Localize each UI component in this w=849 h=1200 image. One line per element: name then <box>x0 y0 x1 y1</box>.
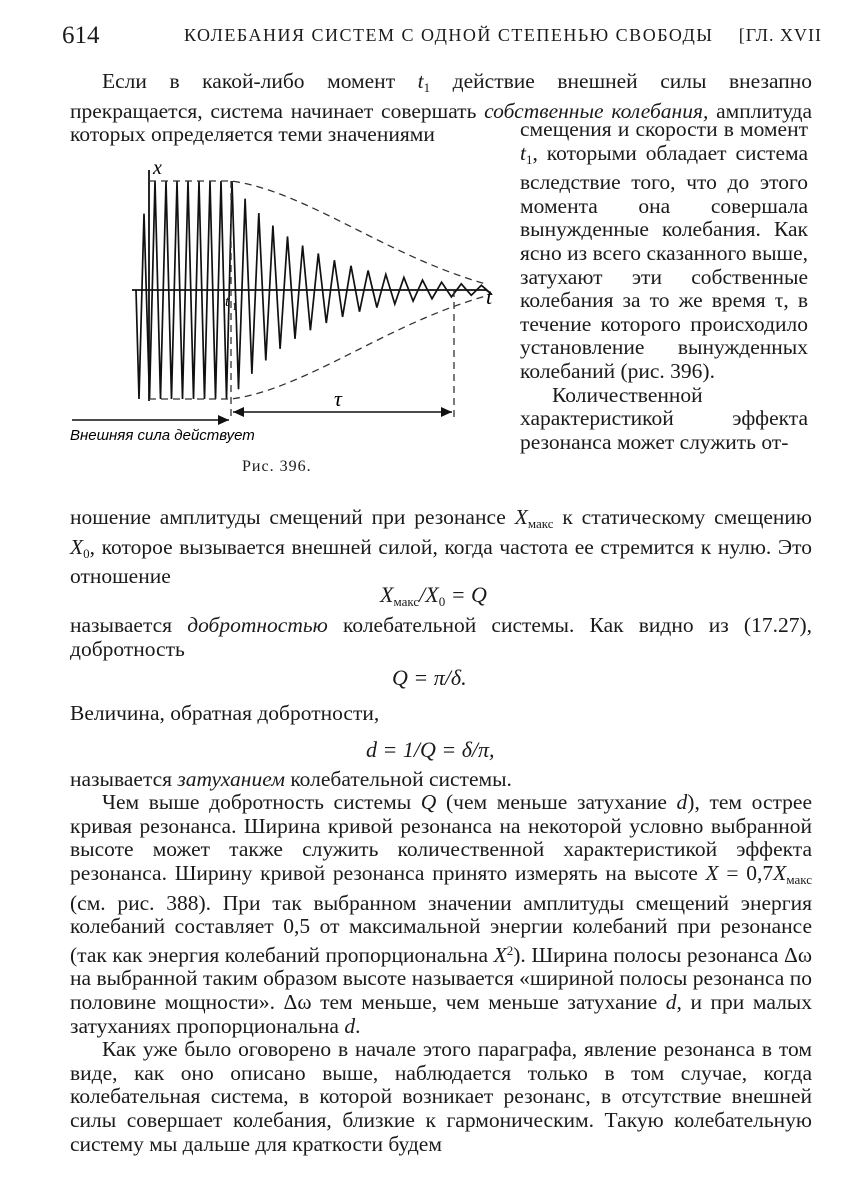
intro-emphasis: собственные колебания, <box>484 98 709 123</box>
right-text-b: , которыми обладает система вследствие того, что до этого момента она совершала вынужденные колебания. Как ясно из всего сказанного выше, затухают эти собственные колебания за то же время τ, в течение которого происходило установление вынужденных колебаний (рис. 396). <box>520 140 808 383</box>
f1-q: = Q <box>445 582 487 607</box>
xmax-subscript: макс <box>527 516 554 531</box>
p3-x2: X <box>493 942 507 967</box>
x-axis-label: x <box>153 157 162 179</box>
p3-d3: d <box>344 1013 356 1038</box>
page-header <box>62 22 822 54</box>
t1-subscript-2: 1 <box>525 151 533 167</box>
t1-label-sub: 1 <box>232 302 237 313</box>
t1-subscript: 1 <box>423 80 431 95</box>
after-f1-b: колебательной системы. Как видно из (17.27), добротность <box>70 613 812 661</box>
f1-x: X <box>380 582 394 607</box>
force-arrowhead <box>218 415 229 425</box>
tau-label: τ <box>334 386 342 411</box>
intro-text-c: амплитуда которых определяется теми значениями <box>70 98 812 147</box>
cont-text-c: , которое вызывается внешней силой, когда частота ее стремится к нулю. Это отношение <box>70 534 812 589</box>
x0-subscript: 0 <box>83 545 90 561</box>
f1-x-sub: макс <box>393 594 420 609</box>
after-formula1 <box>70 614 812 661</box>
force-label: Внешняя сила действует <box>70 427 255 444</box>
page-number: 614 <box>62 22 100 49</box>
lower-p2-a: называется <box>70 766 178 791</box>
t-axis-label: t <box>486 284 493 309</box>
p3-q: Q <box>420 790 437 815</box>
p3-c: ), тем острее кривая резонанса. Ширина кривой резонанса на некоторой условно выбранной высоте может также служить количественной характеристикой эффекта резонанса. Ширину кривой резонанса принято измерять на высоте <box>70 790 812 885</box>
x0-symbol: X <box>70 534 84 559</box>
lower-p4: Как уже было оговорено в начале этого параграфа, явление резонанса в том виде, как оно описано выше, наблюдается только в том случае, когда колебательная система, в которой возникает резонанс, в отсутствие внешней силы совершает колебания, близкие к гармоническим. Такую колебательную систему мы дальше для краткости будем <box>70 1037 812 1156</box>
p3-d2: d <box>665 989 677 1014</box>
right-paragraph-2: Количественной характеристикой эффекта резонанса может служить от- <box>520 382 808 454</box>
continuation-paragraph <box>70 506 812 589</box>
intro-text-a: Если в какой-либо момент <box>102 69 418 93</box>
lower-p1: Величина, обратная добротности, <box>70 701 380 725</box>
running-title: КОЛЕБАНИЯ СИСТЕМ С ОДНОЙ СТЕПЕНЬЮ СВОБОДЫ <box>184 25 714 45</box>
t1-label: t <box>225 294 230 310</box>
lower-text <box>70 702 812 1156</box>
right-text-a: смещения и скорости в момент <box>520 117 808 141</box>
figure-396 <box>66 156 506 456</box>
f1-x0: /X <box>419 582 439 607</box>
p3-x: X <box>705 860 719 885</box>
t1-symbol: t <box>417 69 424 93</box>
p3-x2-sup: 2 <box>506 942 514 958</box>
p3-d-text: (см. рис. 388). При так выбранном значении амплитуды смещений энергия колебаний составляет 0,5 от максимальной энергии колебаний при резонансе (так как энергия колебаний пропорциональна <box>70 890 812 967</box>
p3-g: . <box>355 1013 361 1038</box>
chapter-label: [ГЛ. XVII <box>738 25 822 45</box>
cont-text-b: к статическому смещению <box>553 505 812 529</box>
p3-e: ). Ширина полосы резонанса Δω на выбранной таким образом высоте называется «шириной полосы резонанса по половине мощности». Δω тем меньше, чем меньше затухание <box>70 942 812 1014</box>
p3-a: Чем выше добротность системы <box>102 790 421 815</box>
after-f1-em: добротностью <box>187 613 328 637</box>
f1-x0-sub: 0 <box>438 594 446 609</box>
xmax-symbol: X <box>514 505 528 529</box>
t1-symbol-2: t <box>520 140 526 165</box>
p3-xm-sub: макс <box>786 871 812 887</box>
oscillation-graph <box>66 156 506 456</box>
formula-quality-factor <box>380 582 487 610</box>
tau-arrowhead-right <box>441 407 452 417</box>
tau-arrowhead-left <box>233 407 244 417</box>
cont-text-a: ношение амплитуды смещений при резонансе <box>70 505 515 529</box>
formula-damping: d = 1/Q = δ/π, <box>366 737 495 762</box>
p3-eq: = 0,7 <box>718 860 774 885</box>
intro-text-b: действие внешней силы внезапно прекращается, система начинает совершать <box>70 69 812 123</box>
right-column <box>520 118 808 454</box>
lower-p2-em: затуханием <box>177 766 285 791</box>
figure-caption: Рис. 396. <box>242 458 312 475</box>
after-f1-a: называется <box>70 613 188 637</box>
formula-q-pi-delta: Q = π/δ. <box>392 665 467 690</box>
p3-xm: X <box>773 860 787 885</box>
lower-envelope <box>149 296 486 399</box>
lower-p2-b: колебательной системы. <box>284 766 512 791</box>
p3-b: (чем меньше затухание <box>436 790 677 815</box>
p3-d: d <box>676 790 688 815</box>
p3-f: , и при малых затуханиях пропорциональна <box>70 989 812 1038</box>
